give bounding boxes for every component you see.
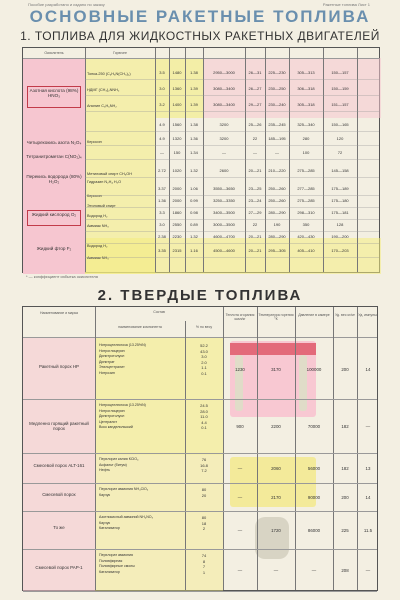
liquid-cell-p4: 72 (337, 150, 343, 155)
liquid-cell-p4: 151—157 (331, 102, 349, 107)
solid-component: Перхлорат аммония (99, 553, 133, 557)
liquid-cell-t: 3200 (219, 136, 229, 141)
solid-component: Динитротолуол (99, 354, 125, 359)
solid-component: Воск канделильский (99, 425, 133, 430)
fuel-tonka: Тонка-250 (C₆H₅N(CH₃)₂) (87, 72, 131, 76)
liquid-cell-p3: 275—285 (297, 198, 315, 203)
solid-component: Асфальт (битум) (99, 462, 127, 467)
solid-percent: 8 (202, 558, 206, 564)
vline (257, 307, 258, 590)
liquid-cell-p2: 185—195 (268, 136, 286, 141)
solid-component: Нитроцеллюлоза (13.25%N) (99, 343, 146, 347)
solid-percent: 0.1 (201, 371, 207, 376)
oxidizer-hno3: Азотная кислота (98%) HNO₃ (29, 88, 79, 99)
vline (357, 307, 358, 590)
row-rule (85, 159, 379, 160)
solid-component: Динитрат (99, 359, 115, 364)
row-rule (85, 243, 379, 244)
solid-fuel-name: Смесевой порох (42, 492, 76, 497)
liquid-cell-p3: 100 (302, 150, 310, 155)
temperature-band-red (230, 343, 316, 355)
solid-component: Централит (99, 419, 118, 424)
head-name: Наименование и марка (39, 311, 79, 315)
liquid-cell-i: 0.99 (190, 198, 198, 203)
solid-cell-rho: 200 (341, 367, 349, 372)
head-comp: Состав (153, 310, 165, 314)
row-rule (85, 145, 379, 146)
solid-cell-isp: 13 (365, 466, 371, 471)
row-rule (85, 111, 379, 112)
solid-fuel-name: Смесевой порох ALT-161 (33, 463, 85, 468)
liquid-cell-p3: 350 (302, 222, 310, 227)
liquid-cell-p2: 190 (273, 222, 281, 227)
solid-cell-p: 100000 (306, 367, 322, 372)
liquid-cell-rho: 1400 (172, 102, 182, 107)
head-col-2: Температура горения °К (258, 313, 294, 321)
oxidizer-f2: Жидкий фтор F₂ (36, 246, 72, 251)
solid-component: Перхлорат калия КClO₄ (99, 457, 139, 461)
fuel-hydrogen-1: Водород H₂ (87, 214, 108, 218)
solid-cell-t: 3170 (271, 367, 281, 372)
section1-title: 1. ТОПЛИВА ДЛЯ ЖИДКОСТНЫХ РАКЕТНЫХ ДВИГАТЕЛЕЙ (20, 29, 380, 43)
solid-cell-rho: 182 (341, 424, 349, 429)
solid-cell-rho: 182 (341, 466, 349, 471)
liquid-cell-k: 3.37 (158, 186, 166, 191)
liquid-cell-t: 2950—3000 (213, 70, 235, 75)
liquid-cell-p2: 235—245 (268, 122, 286, 127)
liquid-cell-p2: 280—290 (268, 234, 286, 239)
liquid-cell-k: 4.9 (159, 122, 165, 127)
solid-cell-isp: — (365, 424, 371, 429)
liquid-cell-rho: 1360 (172, 86, 182, 91)
oxidizer-h2o2: Перекись водорода (80%) H₂O₂ (26, 174, 82, 185)
solid-component: Азотнокислый аммоний NH₄NO₃ (99, 515, 154, 519)
solid-percent: 76 (201, 457, 207, 462)
liquid-cell-rho: 2000 (172, 198, 182, 203)
solid-percent: 3.0 (201, 354, 207, 360)
solid-percent: 1.1 (201, 365, 207, 371)
liquid-cell-k: 3.5 (159, 70, 165, 75)
liquid-cell-p4: 150—159 (331, 86, 349, 91)
liquid-cell-i: 1.36 (190, 136, 198, 141)
liquid-cell-t: 2600 (219, 168, 229, 173)
oxidizer-n2o4: Четырехокись азота N₂O₄ (26, 140, 82, 145)
row-rule (85, 257, 379, 258)
liquid-cell-i: 1.39 (190, 102, 198, 107)
liquid-cell-p4: 175—189 (331, 186, 349, 191)
solid-cell-p: 70000 (307, 424, 321, 429)
liquid-cell-p1: 20—21 (248, 168, 262, 173)
solid-percent: 2 (202, 526, 206, 532)
header-rule (23, 337, 377, 338)
fuel-hydrazine: Гидразин N₂H₄ H₂O (87, 180, 122, 184)
solid-cell-t: 1720 (271, 528, 281, 533)
liquid-cell-rho: 2000 (172, 186, 182, 191)
liquid-cell-t: 3200 (219, 122, 229, 127)
solid-cell-q: — (237, 495, 243, 500)
solid-percent: 80 (201, 515, 207, 520)
solid-cell-isp: — (365, 568, 371, 573)
liquid-cell-rho: 2315 (172, 248, 182, 253)
vline (223, 307, 224, 590)
solid-cell-isp: 14 (365, 495, 371, 500)
liquid-cell-k: 3.35 (158, 248, 166, 253)
solid-cell-t: 2060 (271, 466, 281, 471)
liquid-cell-p1: 25—26 (248, 122, 262, 127)
solid-cell-rho: 200 (341, 495, 349, 500)
liquid-cell-p2: 280—290 (268, 210, 286, 215)
section2-title: 2. ТВЕРДЫЕ ТОПЛИВА (97, 287, 303, 304)
solid-percent: 0.1 (201, 425, 207, 431)
solid-percent: 1 (202, 569, 206, 575)
solid-row-rule (23, 591, 377, 592)
solid-cell-isp: 11.5 (363, 528, 373, 533)
shape-grey-1 (255, 517, 289, 559)
liquid-cell-p4: 145—158 (331, 168, 349, 173)
liquid-cell-p1: 20—21 (248, 248, 262, 253)
liquid-cell-k: 3.2 (159, 102, 165, 107)
liquid-cell-rho: 1320 (172, 136, 182, 141)
solid-component: Этилцентралит (99, 365, 125, 370)
solid-percent: 43.0 (200, 348, 208, 354)
row-rule (85, 207, 379, 208)
liquid-cell-p3: 298—310 (297, 210, 315, 215)
solid-percent: 18 (201, 520, 207, 526)
solid-cell-t: 2200 (271, 424, 281, 429)
liquid-cell-i: 0.89 (190, 222, 198, 227)
liquid-cell-p4: 120 (336, 136, 344, 141)
row-rule (85, 219, 379, 220)
row-rule (85, 195, 379, 196)
solid-fuel-name: Смесевой порох РАР-1 (35, 565, 83, 570)
solid-cell-q: — (237, 528, 243, 533)
liquid-cell-t: 3400—3500 (213, 210, 235, 215)
solid-cell-p: 56000 (307, 466, 321, 471)
head-oxidizer: Окислитель (44, 51, 64, 55)
solid-cell-p: 90000 (307, 495, 321, 500)
fuel-kerosene-2: Керосин (87, 194, 102, 198)
liquid-cell-k: 3.0 (159, 222, 165, 227)
solid-percent: 7 (202, 564, 206, 570)
liquid-cell-p1: 26—31 (248, 70, 262, 75)
solid-cell-p: 86000 (307, 528, 321, 533)
liquid-cell-p4: 150—165 (331, 122, 349, 127)
oxidizer-o2: Жидкий кислород O₂ (31, 212, 77, 217)
liquid-cell-p2: — (275, 150, 279, 155)
solid-percent: 28.0 (200, 408, 208, 414)
liquid-cell-rho: 150 (173, 150, 181, 155)
solid-percent: 20 (201, 492, 207, 498)
solid-row-rule (23, 453, 377, 454)
page-title: ОСНОВНЫЕ РАКЕТНЫЕ ТОПЛИВА (29, 7, 371, 26)
solid-component: Каучук (99, 492, 111, 497)
liquid-cell-p3: 280 (302, 136, 310, 141)
row-rule (85, 131, 379, 132)
head-fuel: Горючее (113, 51, 127, 55)
solid-percent: 4.4 (201, 419, 207, 425)
liquid-cell-p1: 23—24 (248, 198, 262, 203)
solid-percent: 7.2 (201, 468, 207, 474)
fuel-aniline: Анилин C₆H₅NH₂ (87, 104, 117, 108)
liquid-cell-p1: 22 (252, 222, 258, 227)
row-rule (85, 231, 379, 232)
liquid-cell-p3: 420—430 (297, 234, 315, 239)
top-note-left: Пособие разработано и издано по заказу (28, 2, 105, 7)
liquid-cell-p2: 250—260 (268, 186, 286, 191)
liquid-cell-t: 4600—4700 (213, 234, 235, 239)
solid-component: Катализатор (99, 569, 120, 574)
vline (85, 48, 86, 272)
head-comp-sub2: % по весу (195, 325, 213, 329)
liquid-cell-t: 3000—3500 (213, 222, 235, 227)
liquid-cell-p1: 27—29 (248, 210, 262, 215)
liquid-cell-rho: 1560 (172, 122, 182, 127)
liquid-cell-p2: 230—240 (268, 102, 286, 107)
solid-row-rule (23, 399, 377, 400)
liquid-cell-p3: 325—340 (297, 122, 315, 127)
liquid-cell-k: 3.3 (159, 210, 165, 215)
liquid-cell-i: 1.32 (190, 234, 198, 239)
solid-cell-rho: 225 (341, 528, 349, 533)
solid-component: Каучук (99, 520, 111, 525)
liquid-cell-rho: 2230 (172, 234, 182, 239)
liquid-cell-p4: 190—200 (331, 234, 349, 239)
solid-cell-rho: 208 (341, 568, 349, 573)
solid-percent: 80 (201, 487, 207, 492)
liquid-cell-t: 4500—4600 (213, 248, 235, 253)
row-rule (85, 79, 379, 80)
liquid-cell-p4: 170—203 (331, 248, 349, 253)
solid-row-rule (23, 511, 377, 512)
solid-fuel-name: Медленно горящий ракетный порох (29, 421, 89, 432)
liquid-cell-i: 1.06 (190, 186, 198, 191)
liquid-cell-p1: 23—25 (248, 186, 262, 191)
head-col-4: Уд. вес кг/м³ (335, 313, 355, 317)
liquid-cell-i: 1.39 (190, 86, 198, 91)
liquid-cell-k: 1.36 (158, 198, 166, 203)
liquid-cell-p3: 306—318 (297, 86, 315, 91)
liquid-cell-k: 4.9 (159, 136, 165, 141)
row-rule (85, 177, 379, 178)
solid-fuel-name: То же (53, 525, 65, 530)
solid-cell-t: 2170 (271, 495, 281, 500)
liquid-cell-rho: 1480 (172, 70, 182, 75)
solid-fuel-name: Ракетный порох НР (39, 364, 79, 369)
fuel-hydrogen-2: Водород H₂ (87, 244, 108, 248)
solid-cell-q: 900 (236, 424, 244, 429)
head-comp-sub1: наименование компонента (118, 325, 162, 329)
head-col-5: Уд. импульс (358, 313, 378, 317)
fuel-udmh: НДМГ (CH₃)₂NNH₂ (87, 88, 120, 92)
liquid-cell-p2: 250—260 (268, 198, 286, 203)
liquid-cell-i: 1.38 (190, 122, 198, 127)
liquid-cell-t: 3250—3350 (213, 198, 235, 203)
liquid-cell-t: — (222, 150, 226, 155)
solid-fuels-table (22, 306, 378, 591)
liquid-cell-i: 1.38 (190, 70, 198, 75)
solid-component: Нитроглицерин (99, 408, 125, 413)
row-rule (85, 95, 379, 96)
liquid-cell-k: — (160, 150, 164, 155)
liquid-cell-p3: 305—313 (297, 70, 315, 75)
fuel-kerosene-1: Керосин (87, 140, 102, 144)
solid-percent: 16.8 (200, 462, 208, 468)
solid-component: Перхлорат аммония NH₄ClO₄ (99, 487, 149, 491)
header-rule (23, 58, 379, 59)
liquid-cell-p2: 295—305 (268, 248, 286, 253)
liquid-cell-k: 2.38 (158, 234, 166, 239)
burn-rate-bar-1 (235, 355, 243, 411)
fuel-methanol: Метиловый спирт CH₃OH (87, 172, 132, 176)
solid-cell-q: 1230 (235, 367, 245, 372)
liquid-cell-i: 1.16 (190, 248, 198, 253)
solid-cell-p: — (311, 568, 317, 573)
top-note-right: Ракетные топлива Лист 1 (322, 2, 370, 7)
liquid-cell-p4: 150—157 (331, 70, 349, 75)
solid-component: Нитрозин (99, 371, 115, 375)
liquid-cell-p1: — (253, 150, 257, 155)
solid-cell-t: — (273, 568, 279, 573)
liquid-cell-p3: 305—318 (297, 102, 315, 107)
fuel-ethanol: Этиловый спирт (87, 204, 116, 208)
solid-row-rule (23, 483, 377, 484)
liquid-cell-p2: 210—220 (268, 168, 286, 173)
solid-component: Катализатор (99, 526, 120, 531)
vline (333, 307, 334, 590)
solid-percent: 74 (201, 553, 207, 558)
liquid-cell-rho: 1020 (172, 168, 182, 173)
solid-percent: 2.0 (201, 359, 207, 365)
vline (95, 307, 96, 590)
liquid-cell-p3: 277—285 (297, 186, 315, 191)
liquid-cell-t: 3080—3400 (213, 86, 235, 91)
liquid-cell-t: 3080—3400 (213, 102, 235, 107)
liquid-fuels-table (22, 47, 380, 273)
fuel-ammonia-1: Аммиак NH₃ (87, 224, 109, 228)
solid-percent: 11.0 (200, 414, 208, 420)
liquid-cell-rho: 2550 (172, 222, 182, 227)
solid-component: Нитроглицерин (99, 348, 125, 353)
liquid-cell-k: 3.0 (159, 86, 165, 91)
liquid-cell-t: 3550—3650 (213, 186, 235, 191)
liquid-cell-p1: 22 (252, 136, 258, 141)
liquid-footnote: * — коэффициент избытка окислителя (26, 274, 98, 279)
liquid-cell-i: 1.32 (190, 168, 198, 173)
vline (295, 307, 296, 590)
liquid-cell-p1: 29—27 (248, 102, 262, 107)
vline (357, 48, 358, 272)
liquid-cell-rho: 1860 (172, 210, 182, 215)
burn-rate-bar-2 (299, 355, 307, 411)
liquid-cell-p1: 26—27 (248, 86, 262, 91)
solid-cell-q: — (237, 568, 243, 573)
liquid-cell-p4: 128 (336, 222, 344, 227)
solid-percent: 24.5 (200, 403, 208, 408)
liquid-cell-p1: 20—21 (248, 234, 262, 239)
oxidizer-tnm: Тетранитрометан C(NO₂)₄ (26, 154, 82, 159)
head-col-1: Теплота сгорания ккал/кг (225, 313, 255, 321)
liquid-cell-i: 1.34 (190, 150, 198, 155)
liquid-cell-p2: 230—250 (268, 86, 286, 91)
solid-component: Нитроцеллюлоза (13.25%N) (99, 403, 146, 407)
solid-percent: 52.2 (200, 343, 208, 348)
solid-component: Нефть (99, 468, 110, 473)
solid-component: Динитротолуол (99, 414, 125, 419)
liquid-cell-p3: 275—285 (297, 168, 315, 173)
liquid-cell-k: 2.72 (158, 168, 166, 173)
solid-cell-isp: 14 (365, 367, 371, 372)
liquid-cell-p4: 175—180 (331, 198, 349, 203)
liquid-cell-p3: 405—410 (297, 248, 315, 253)
head-col-3: Давление в камере (298, 313, 330, 317)
fuel-ammonia-2: Аммиак NH₃ (87, 256, 109, 260)
solid-cell-q: — (237, 466, 243, 471)
liquid-cell-p4: 175—181 (331, 210, 349, 215)
solid-component: Полиэфирная (99, 558, 123, 563)
solid-component: Полиэфирные смолы (99, 564, 135, 569)
liquid-cell-i: 0.98 (190, 210, 198, 215)
liquid-cell-p2: 225—230 (268, 70, 286, 75)
solid-row-rule (23, 549, 377, 550)
